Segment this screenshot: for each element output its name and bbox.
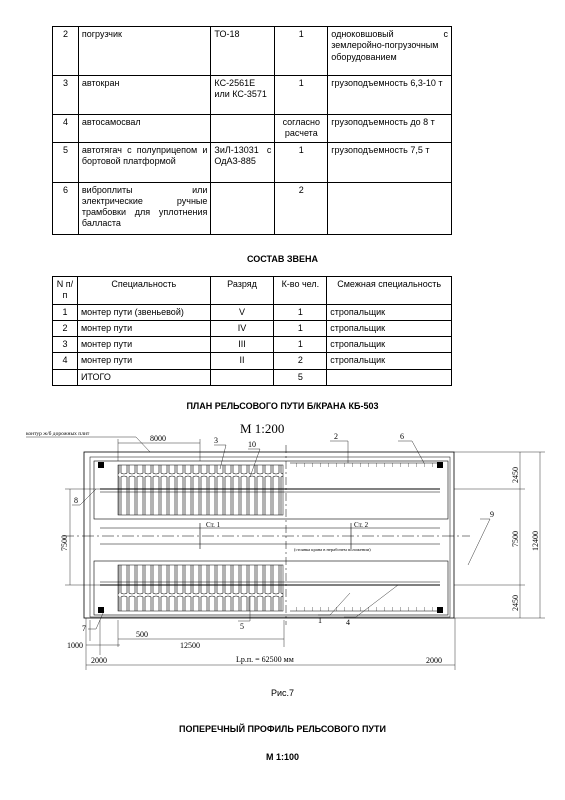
dim-12400: 12400 bbox=[531, 531, 540, 551]
equipment-note bbox=[328, 182, 452, 234]
table-row bbox=[53, 76, 452, 115]
dim-2450-bottom: 2450 bbox=[511, 595, 520, 611]
table-row bbox=[53, 304, 452, 320]
equipment-name: погрузчик bbox=[78, 27, 211, 76]
cell: монтер пути bbox=[77, 320, 210, 336]
callout-7: 7 bbox=[82, 624, 86, 633]
dim-2000-left: 2000 bbox=[91, 656, 107, 665]
equipment-qty: 1 bbox=[275, 142, 328, 182]
table-row bbox=[53, 337, 452, 353]
dim-2450-top: 2450 bbox=[511, 467, 520, 483]
cell: 5 bbox=[274, 369, 327, 385]
equipment-name: виброплиты или электрические ручные трамбовки для уплотнения балласта bbox=[78, 182, 211, 234]
cell: V bbox=[210, 304, 274, 320]
cell: стропальщик bbox=[327, 304, 452, 320]
cell: 1 bbox=[274, 337, 327, 353]
upper-rail-track bbox=[94, 461, 448, 519]
dim-7500-right: 7500 bbox=[511, 531, 520, 547]
col-header-specialty: Специальность bbox=[77, 277, 210, 305]
profile-scale: М 1:100 bbox=[265, 752, 300, 762]
cell bbox=[53, 369, 78, 385]
equipment-brand: КС-2561Е или КС-3571 bbox=[211, 76, 275, 115]
callout-4: 4 bbox=[346, 618, 350, 627]
cell: 2 bbox=[274, 353, 327, 369]
equipment-qty: 2 bbox=[275, 182, 328, 234]
equipment-qty: 1 bbox=[275, 27, 328, 76]
cell: стропальщик bbox=[327, 320, 452, 336]
callout-1: 1 bbox=[318, 616, 322, 625]
dim-12500: 12500 bbox=[180, 641, 200, 650]
cell: монтер пути (звеньевой) bbox=[77, 304, 210, 320]
equipment-qty: 1 bbox=[275, 76, 328, 115]
col-header-related: Смежная специальность bbox=[327, 277, 452, 305]
plan-scale: М 1:200 bbox=[240, 421, 285, 436]
equipment-brand bbox=[211, 115, 275, 143]
cell: ИТОГО bbox=[77, 369, 210, 385]
equipment-brand bbox=[211, 182, 275, 234]
equipment-brand: ТО-18 bbox=[211, 27, 275, 76]
cell: 3 bbox=[53, 337, 78, 353]
station-2-label: Ст. 2 bbox=[354, 521, 369, 529]
equipment-name: автотягач с полуприцепом и бортовой платформой bbox=[78, 142, 211, 182]
cell: стропальщик bbox=[327, 353, 452, 369]
equipment-note: одноковшовый с землеройно-погрузочным оборудованием bbox=[328, 27, 452, 76]
equipment-name: автосамосвал bbox=[78, 115, 211, 143]
cell: стропальщик bbox=[327, 337, 452, 353]
col-header-count: К-во чел. bbox=[274, 277, 327, 305]
contour-label: контур ж/б дорожных плит bbox=[26, 431, 90, 437]
callout-10: 10 bbox=[248, 440, 256, 449]
row-number: 6 bbox=[53, 182, 79, 234]
cell: 1 bbox=[274, 320, 327, 336]
equipment-note: грузоподъемность 7,5 т bbox=[328, 142, 452, 182]
dim-500: 500 bbox=[136, 630, 148, 639]
callout-8: 8 bbox=[74, 496, 78, 505]
cell: II bbox=[210, 353, 274, 369]
table-row-total bbox=[53, 369, 452, 385]
equipment-name: автокран bbox=[78, 76, 211, 115]
table-row bbox=[53, 27, 452, 76]
callout-5: 5 bbox=[240, 622, 244, 631]
cell bbox=[210, 369, 274, 385]
profile-title: ПОПЕРЕЧНЫЙ ПРОФИЛЬ РЕЛЬСОВОГО ПУТИ bbox=[179, 724, 386, 734]
cell: 1 bbox=[53, 304, 78, 320]
row-number: 2 bbox=[53, 27, 79, 76]
row-number: 3 bbox=[53, 76, 79, 115]
table-row bbox=[53, 353, 452, 369]
callout-9: 9 bbox=[490, 510, 494, 519]
table-row bbox=[53, 320, 452, 336]
lower-rail-track bbox=[94, 561, 448, 615]
equipment-table bbox=[52, 26, 452, 235]
rail-track-plan-drawing bbox=[0, 415, 565, 675]
dim-8000: 8000 bbox=[150, 434, 166, 443]
table-row bbox=[53, 115, 452, 143]
row-number: 5 bbox=[53, 142, 79, 182]
cell: 1 bbox=[274, 304, 327, 320]
cell: монтер пути bbox=[77, 353, 210, 369]
cell: 2 bbox=[53, 320, 78, 336]
equipment-note: грузоподъемность 6,3-10 т bbox=[328, 76, 452, 115]
station-1-label: Ст. 1 bbox=[206, 521, 221, 529]
callout-6: 6 bbox=[400, 432, 404, 441]
dim-2000-right: 2000 bbox=[426, 656, 442, 665]
table-row bbox=[53, 142, 452, 182]
equipment-qty: согласно расчета bbox=[275, 115, 328, 143]
crew-table bbox=[52, 276, 452, 386]
crew-title: СОСТАВ ЗВЕНА bbox=[246, 254, 319, 264]
callout-3: 3 bbox=[214, 436, 218, 445]
plan-title: ПЛАН РЕЛЬСОВОГО ПУТИ Б/КРАНА КБ-503 bbox=[186, 401, 379, 411]
callout-2: 2 bbox=[334, 432, 338, 441]
cell: IV bbox=[210, 320, 274, 336]
dim-rail-length: Lр.п. = 62500 мм bbox=[236, 655, 294, 664]
cell: монтер пути bbox=[77, 337, 210, 353]
crane-parking-note: (стоянка крана в нерабочем положении) bbox=[294, 547, 371, 552]
figure-caption: Рис.7 bbox=[270, 688, 295, 698]
cell: 4 bbox=[53, 353, 78, 369]
cell: III bbox=[210, 337, 274, 353]
col-header-number: N п/п bbox=[53, 277, 78, 305]
col-header-grade: Разряд bbox=[210, 277, 274, 305]
dim-7500-left: 7500 bbox=[60, 535, 69, 551]
row-number: 4 bbox=[53, 115, 79, 143]
dim-1000: 1000 bbox=[67, 641, 83, 650]
table-row bbox=[53, 182, 452, 234]
crew-header-row bbox=[53, 277, 452, 305]
equipment-note: грузоподъемность до 8 т bbox=[328, 115, 452, 143]
cell bbox=[327, 369, 452, 385]
equipment-brand: ЗиЛ-13031 с ОдАЗ-885 bbox=[211, 142, 275, 182]
